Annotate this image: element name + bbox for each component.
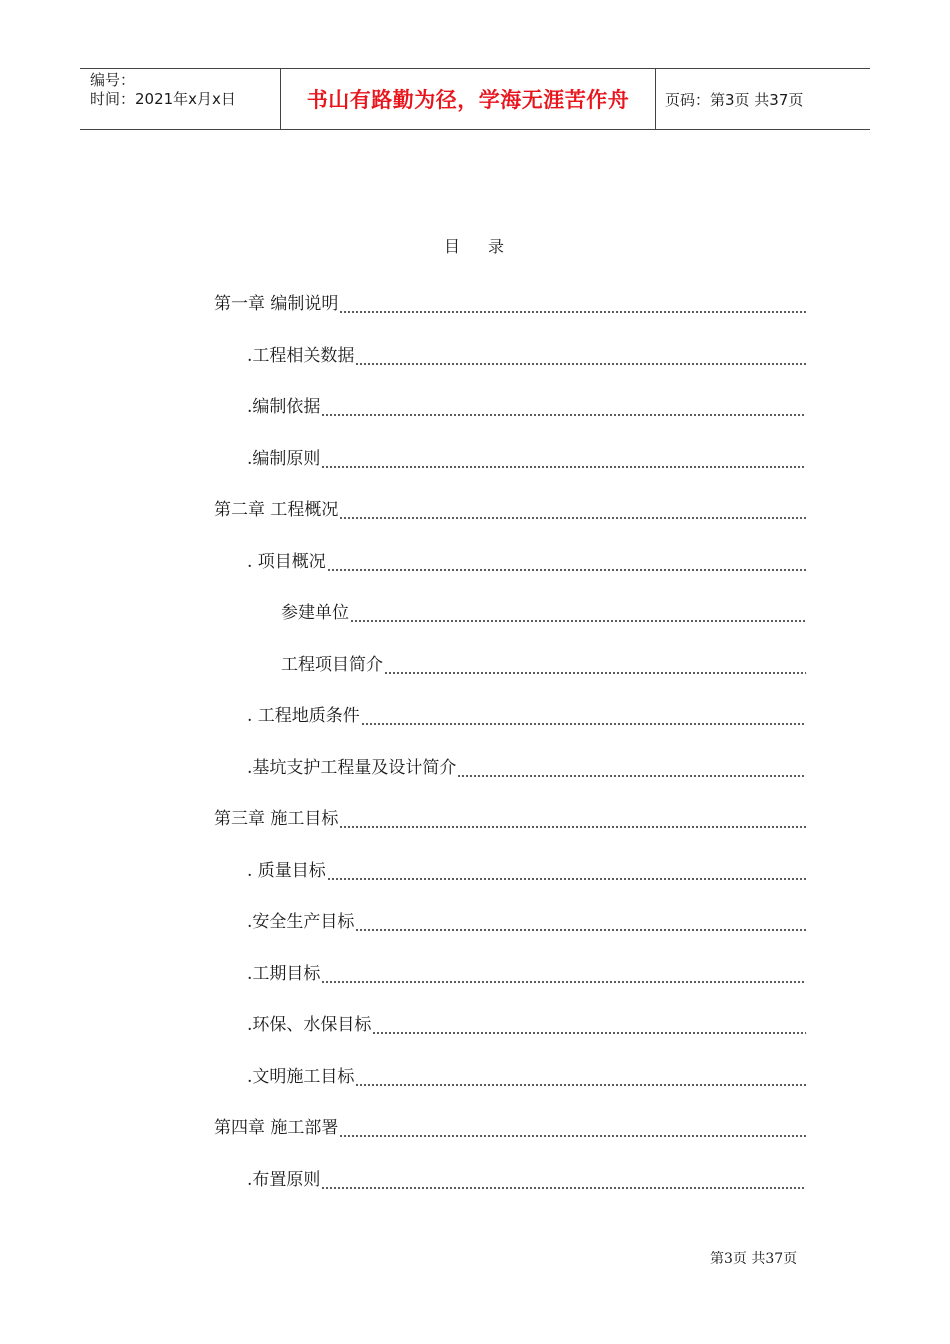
toc-leader-dots	[355, 349, 806, 366]
toc-section[interactable]	[214, 688, 806, 740]
toc-entry-label: . 项目概况	[247, 551, 326, 572]
toc-chapter-4[interactable]	[214, 1100, 806, 1152]
toc-section[interactable]	[214, 740, 806, 792]
toc-entry-label: 第三章 施工目标	[214, 809, 339, 830]
toc-entry-label: .编制依据	[247, 397, 321, 418]
toc-chapter-3[interactable]	[214, 791, 806, 843]
toc-leader-dots	[321, 452, 806, 469]
toc-section[interactable]	[214, 328, 806, 380]
toc-entry-label: .文明施工目标	[247, 1066, 355, 1087]
toc-section[interactable]	[214, 946, 806, 998]
header-motto: 书山有路勤为径，学海无涯苦作舟	[281, 69, 656, 129]
toc-title	[0, 234, 950, 257]
toc-leader-dots	[457, 761, 806, 778]
toc-leader-dots	[327, 864, 806, 881]
toc-section[interactable]	[214, 997, 806, 1049]
toc-leader-dots	[361, 709, 806, 726]
toc-leader-dots	[355, 915, 806, 932]
serial-number-label: 编号：	[90, 71, 136, 89]
toc-leader-dots	[339, 503, 806, 520]
header-meta	[80, 69, 281, 129]
toc-entry-label: .安全生产目标	[247, 912, 355, 933]
toc-section[interactable]	[214, 1152, 806, 1204]
page-header	[80, 68, 870, 130]
toc-leader-dots	[372, 1018, 806, 1035]
toc-leader-dots	[339, 297, 806, 314]
toc-entry-label: .布置原则	[247, 1169, 321, 1190]
toc-leader-dots	[350, 606, 806, 623]
toc-section[interactable]	[214, 534, 806, 586]
toc-section[interactable]	[214, 1049, 806, 1101]
toc-entry-label: .基坑支护工程量及设计简介	[247, 757, 457, 778]
toc-section[interactable]	[214, 431, 806, 483]
toc-leader-dots	[355, 1070, 806, 1087]
toc-chapter-1[interactable]	[214, 276, 806, 328]
time-label: 时间：2021年x月x日	[90, 90, 236, 108]
toc-leader-dots	[339, 1121, 806, 1138]
toc-entry-label: 参建单位	[281, 603, 349, 624]
toc-entry-label: . 工程地质条件	[247, 706, 360, 727]
toc-entry-label: .工期目标	[247, 963, 321, 984]
toc-leader-dots	[321, 400, 806, 417]
table-of-contents	[214, 276, 806, 1203]
toc-entry-label: .工程相关数据	[247, 345, 355, 366]
toc-section[interactable]	[214, 843, 806, 895]
toc-section[interactable]	[214, 894, 806, 946]
toc-title-left: 目	[443, 237, 462, 256]
toc-leader-dots	[384, 658, 806, 675]
toc-entry-label: 第一章 编制说明	[214, 294, 339, 315]
toc-subsection[interactable]	[214, 637, 806, 689]
toc-entry-label: . 质量目标	[247, 860, 326, 881]
toc-section[interactable]	[214, 379, 806, 431]
toc-subsection[interactable]	[214, 585, 806, 637]
toc-leader-dots	[321, 967, 806, 984]
toc-entry-label: 工程项目简介	[281, 654, 383, 675]
toc-entry-label: .环保、水保目标	[247, 1015, 372, 1036]
toc-entry-label: .编制原则	[247, 448, 321, 469]
toc-entry-label: 第二章 工程概况	[214, 500, 339, 521]
toc-leader-dots	[339, 812, 806, 829]
header-page-info: 页码：第3页 共37页	[665, 90, 804, 109]
toc-title-right: 录	[488, 237, 507, 256]
page-footer-number: 第3页 共37页	[710, 1251, 798, 1267]
toc-leader-dots	[327, 555, 806, 572]
toc-leader-dots	[321, 1173, 806, 1190]
toc-entry-label: 第四章 施工部署	[214, 1118, 339, 1139]
toc-chapter-2[interactable]	[214, 482, 806, 534]
